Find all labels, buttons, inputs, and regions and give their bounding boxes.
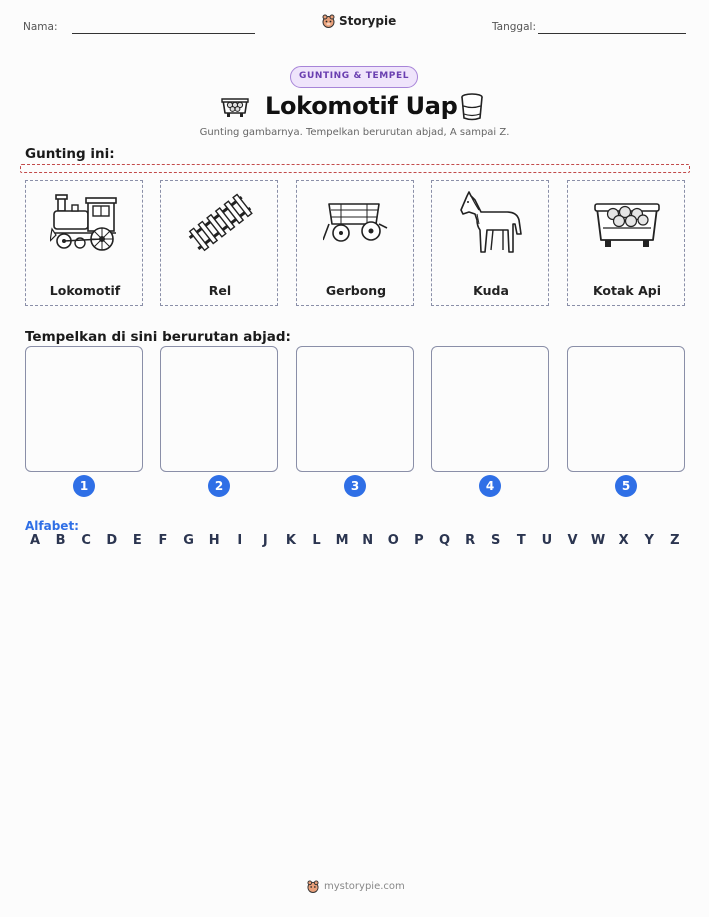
footer-url[interactable]: mystorypie.com	[324, 881, 405, 892]
cut-section-label: Gunting ini:	[25, 146, 115, 162]
paste-slot-2[interactable]	[160, 346, 278, 472]
paste-slot-3[interactable]	[296, 346, 414, 472]
slot-number: 4	[479, 475, 501, 497]
alphabet-letter: N	[362, 533, 374, 548]
alphabet-title: Alfabet:	[25, 519, 79, 533]
storypie-mascot-icon	[322, 14, 335, 28]
alphabet-letter: W	[590, 533, 606, 548]
alphabet-letter: A	[29, 533, 41, 548]
slot-number: 3	[344, 475, 366, 497]
page-title: Lokomotif Uap	[265, 92, 458, 120]
card-label: Rel	[208, 283, 232, 298]
activity-badge: GUNTING & TEMPEL	[290, 66, 418, 88]
card-label: Lokomotif	[49, 283, 121, 298]
firebox-icon	[220, 94, 250, 120]
alphabet-letter: K	[285, 533, 296, 548]
alphabet-letter: J	[262, 533, 268, 548]
alphabet-letter: H	[208, 533, 220, 548]
alphabet-letter: F	[158, 533, 168, 548]
alphabet-letter: C	[81, 533, 91, 548]
storypie-mascot-icon	[307, 880, 319, 893]
slot-number: 2	[208, 475, 230, 497]
alphabet-letter: S	[491, 533, 501, 548]
brand-name: Storypie	[339, 14, 397, 28]
alphabet-letter: V	[567, 533, 578, 548]
alphabet-letter: Z	[670, 533, 680, 548]
card-label: Kotak Api	[592, 283, 662, 298]
paste-section-label: Tempelkan di sini berurutan abjad:	[25, 329, 291, 345]
wagon-icon	[323, 198, 389, 248]
slot-number: 5	[615, 475, 637, 497]
paste-slot-5[interactable]	[567, 346, 685, 472]
paste-slot-1[interactable]	[25, 346, 143, 472]
alphabet-letter: U	[541, 533, 553, 548]
title-row	[0, 92, 709, 124]
name-label: Nama:	[23, 21, 58, 33]
alphabet-letter: O	[387, 533, 399, 548]
slot-number: 1	[73, 475, 95, 497]
cut-card-kotak-api[interactable]	[567, 180, 685, 306]
alphabet-letter: B	[55, 533, 66, 548]
alphabet-letter: Q	[438, 533, 451, 548]
cut-card-lokomotif[interactable]	[25, 180, 143, 306]
alphabet-letter: Y	[644, 533, 654, 548]
brand-logo	[322, 14, 396, 28]
alphabet-letter: G	[183, 533, 194, 548]
date-field[interactable]	[538, 33, 686, 34]
alphabet-letter: I	[237, 533, 243, 548]
card-label: Gerbong	[325, 283, 387, 298]
instructions: Gunting gambarnya. Tempelkan berurutan abjad, A sampai Z.	[199, 127, 510, 138]
cut-card-gerbong[interactable]	[296, 180, 414, 306]
paste-slot-4[interactable]	[431, 346, 549, 472]
date-label: Tanggal:	[492, 21, 536, 33]
alphabet-letter: X	[618, 533, 629, 548]
rail-track-icon	[185, 192, 255, 254]
footer	[307, 880, 405, 893]
steam-locomotive-icon	[50, 191, 120, 255]
alphabet-letter: E	[132, 533, 142, 548]
cut-card-rel[interactable]	[160, 180, 278, 306]
alphabet-letter: D	[106, 533, 118, 548]
cut-line	[20, 164, 690, 173]
alphabet-letter: P	[414, 533, 424, 548]
alphabet-row	[25, 533, 685, 548]
alphabet-letter: T	[516, 533, 526, 548]
firebox-icon	[593, 194, 661, 252]
horse-icon	[457, 190, 525, 256]
header	[0, 12, 709, 42]
bucket-icon	[459, 92, 485, 122]
alphabet-letter: R	[465, 533, 476, 548]
alphabet-letter: M	[335, 533, 349, 548]
name-field[interactable]	[72, 33, 255, 34]
card-label: Kuda	[473, 283, 509, 298]
alphabet-letter: L	[312, 533, 321, 548]
cut-card-kuda[interactable]	[431, 180, 549, 306]
